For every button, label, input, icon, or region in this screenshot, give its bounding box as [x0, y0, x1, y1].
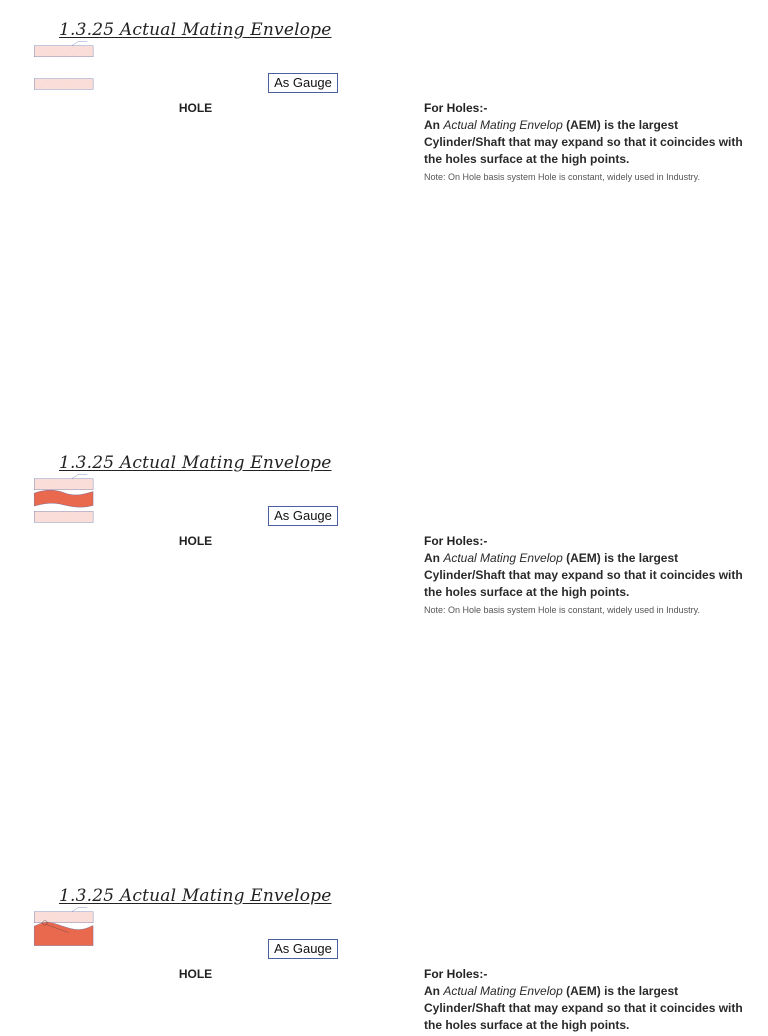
- description-suffix: (AEM) is the largest Cylinder/Shaft that may expand so that it coincides with the holes surface at the high points.: [424, 551, 743, 599]
- gauge-label-box: As Gauge: [268, 506, 338, 526]
- description-block: [424, 533, 754, 617]
- mating-envelope-figure: [0, 0, 250, 170]
- description-text: [424, 983, 754, 1034]
- description-term: Actual Mating Envelop: [443, 551, 563, 565]
- slide-title: 1.3.25 Actual Mating Envelope: [59, 453, 332, 473]
- gauge-label-box: As Gauge: [268, 939, 338, 959]
- slide-title: 1.3.25 Actual Mating Envelope: [59, 20, 332, 40]
- gauge-label-box: As Gauge: [268, 73, 338, 93]
- description-block: [424, 966, 754, 1034]
- description-heading: For Holes:-: [424, 534, 488, 548]
- slide-1: [0, 0, 768, 433]
- slide-2: [0, 433, 768, 866]
- gauge-leader-line: [72, 42, 79, 46]
- description-note: Note: On Hole basis system Hole is constant, widely used in Industry.: [424, 172, 700, 182]
- hole-top-wall: [34, 46, 93, 57]
- cylinder-shaft: [34, 922, 93, 946]
- hole-label: HOLE: [178, 101, 213, 115]
- mating-envelope-figure: [0, 433, 250, 603]
- slide-title: 1.3.25 Actual Mating Envelope: [59, 886, 332, 906]
- description-prefix: An: [424, 984, 440, 998]
- description-term: Actual Mating Envelop: [443, 118, 563, 132]
- description-heading: For Holes:-: [424, 967, 488, 981]
- hole-top-wall: [34, 479, 93, 490]
- description-term: Actual Mating Envelop: [443, 984, 563, 998]
- description-heading: For Holes:-: [424, 101, 488, 115]
- description-text: [424, 117, 754, 168]
- description-suffix: (AEM) is the largest Cylinder/Shaft that may expand so that it coincides with the holes surface at the high points.: [424, 984, 743, 1032]
- hole-bottom-wall: [34, 511, 93, 522]
- mating-envelope-figure: [0, 866, 250, 1036]
- shaft-label: Cylinder / Shaft: [154, 583, 237, 597]
- description-prefix: An: [424, 551, 440, 565]
- cylinder-shaft: [34, 490, 93, 507]
- description-note: Note: On Hole basis system Hole is constant, widely used in Industry.: [424, 605, 700, 615]
- slide-3: [0, 866, 768, 1032]
- gauge-leader-line: [72, 475, 79, 479]
- description-prefix: An: [424, 118, 440, 132]
- description-suffix: (AEM) is the largest Cylinder/Shaft that may expand so that it coincides with the holes surface at the high points.: [424, 118, 743, 166]
- hole-label: HOLE: [178, 967, 213, 981]
- hole-label: HOLE: [178, 534, 213, 548]
- hole-bottom-wall: [34, 79, 93, 90]
- gauge-leader-line: [72, 908, 79, 912]
- description-text: [424, 550, 754, 601]
- hole-top-wall: [34, 912, 93, 923]
- description-block: [424, 100, 754, 184]
